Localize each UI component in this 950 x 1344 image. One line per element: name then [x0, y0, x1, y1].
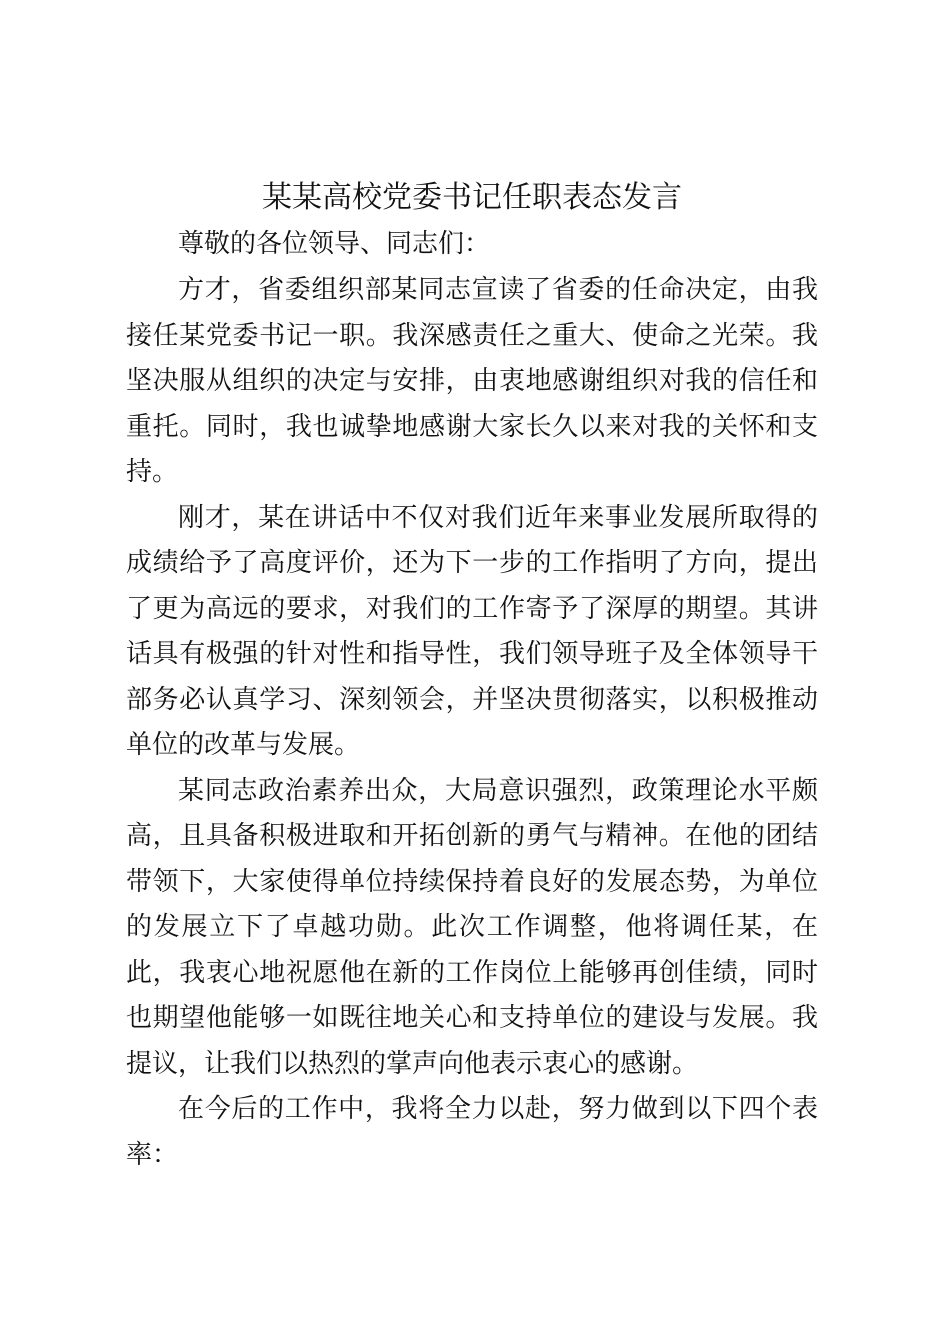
paragraph-appointment: 方才，省委组织部某同志宣读了省委的任命决定，由我接任某党委书记一职。我深感责任之重大、使命之光荣。我坚决服从组织的决定与安排，由衷地感谢组织对我的信任和重托。同时，我也诚挚地感谢大家长久以来对我的关怀和支持。	[126, 275, 818, 487]
document-title: 某某高校党委书记任职表态发言	[262, 180, 682, 215]
paragraph-speech-response: 刚才，某在讲话中不仅对我们近年来事业发展所取得的成绩给予了高度评价，还为下一步的工作指明了方向，提出了更为高远的要求，对我们的工作寄予了深厚的期望。其讲话具有极强的针对性和指导性，我们领导班子及全体领导干部务必认真学习、深刻领会，并坚决贯彻落实，以积极推动单位的改革与发展。	[126, 502, 818, 760]
salutation: 尊敬的各位领导、同志们：	[178, 229, 491, 259]
paragraph-predecessor-tribute: 某同志政治素养出众，大局意识强烈，政策理论水平颇高，且具备积极进取和开拓创新的勇气与精神。在他的团结带领下，大家使得单位持续保持着良好的发展态势，为单位的发展立下了卓越功勋。此次工作调整，他将调任某，在此，我衷心地祝愿他在新的工作岗位上能够再创佳绩，同时也期望他能够一如既往地关心和支持单位的建设与发展。我提议，让我们以热烈的掌声向他表示衷心的感谢。	[126, 775, 818, 1079]
document-body	[126, 176, 818, 1178]
paragraph-commitments: 在今后的工作中，我将全力以赴，努力做到以下四个表率：	[126, 1094, 818, 1170]
